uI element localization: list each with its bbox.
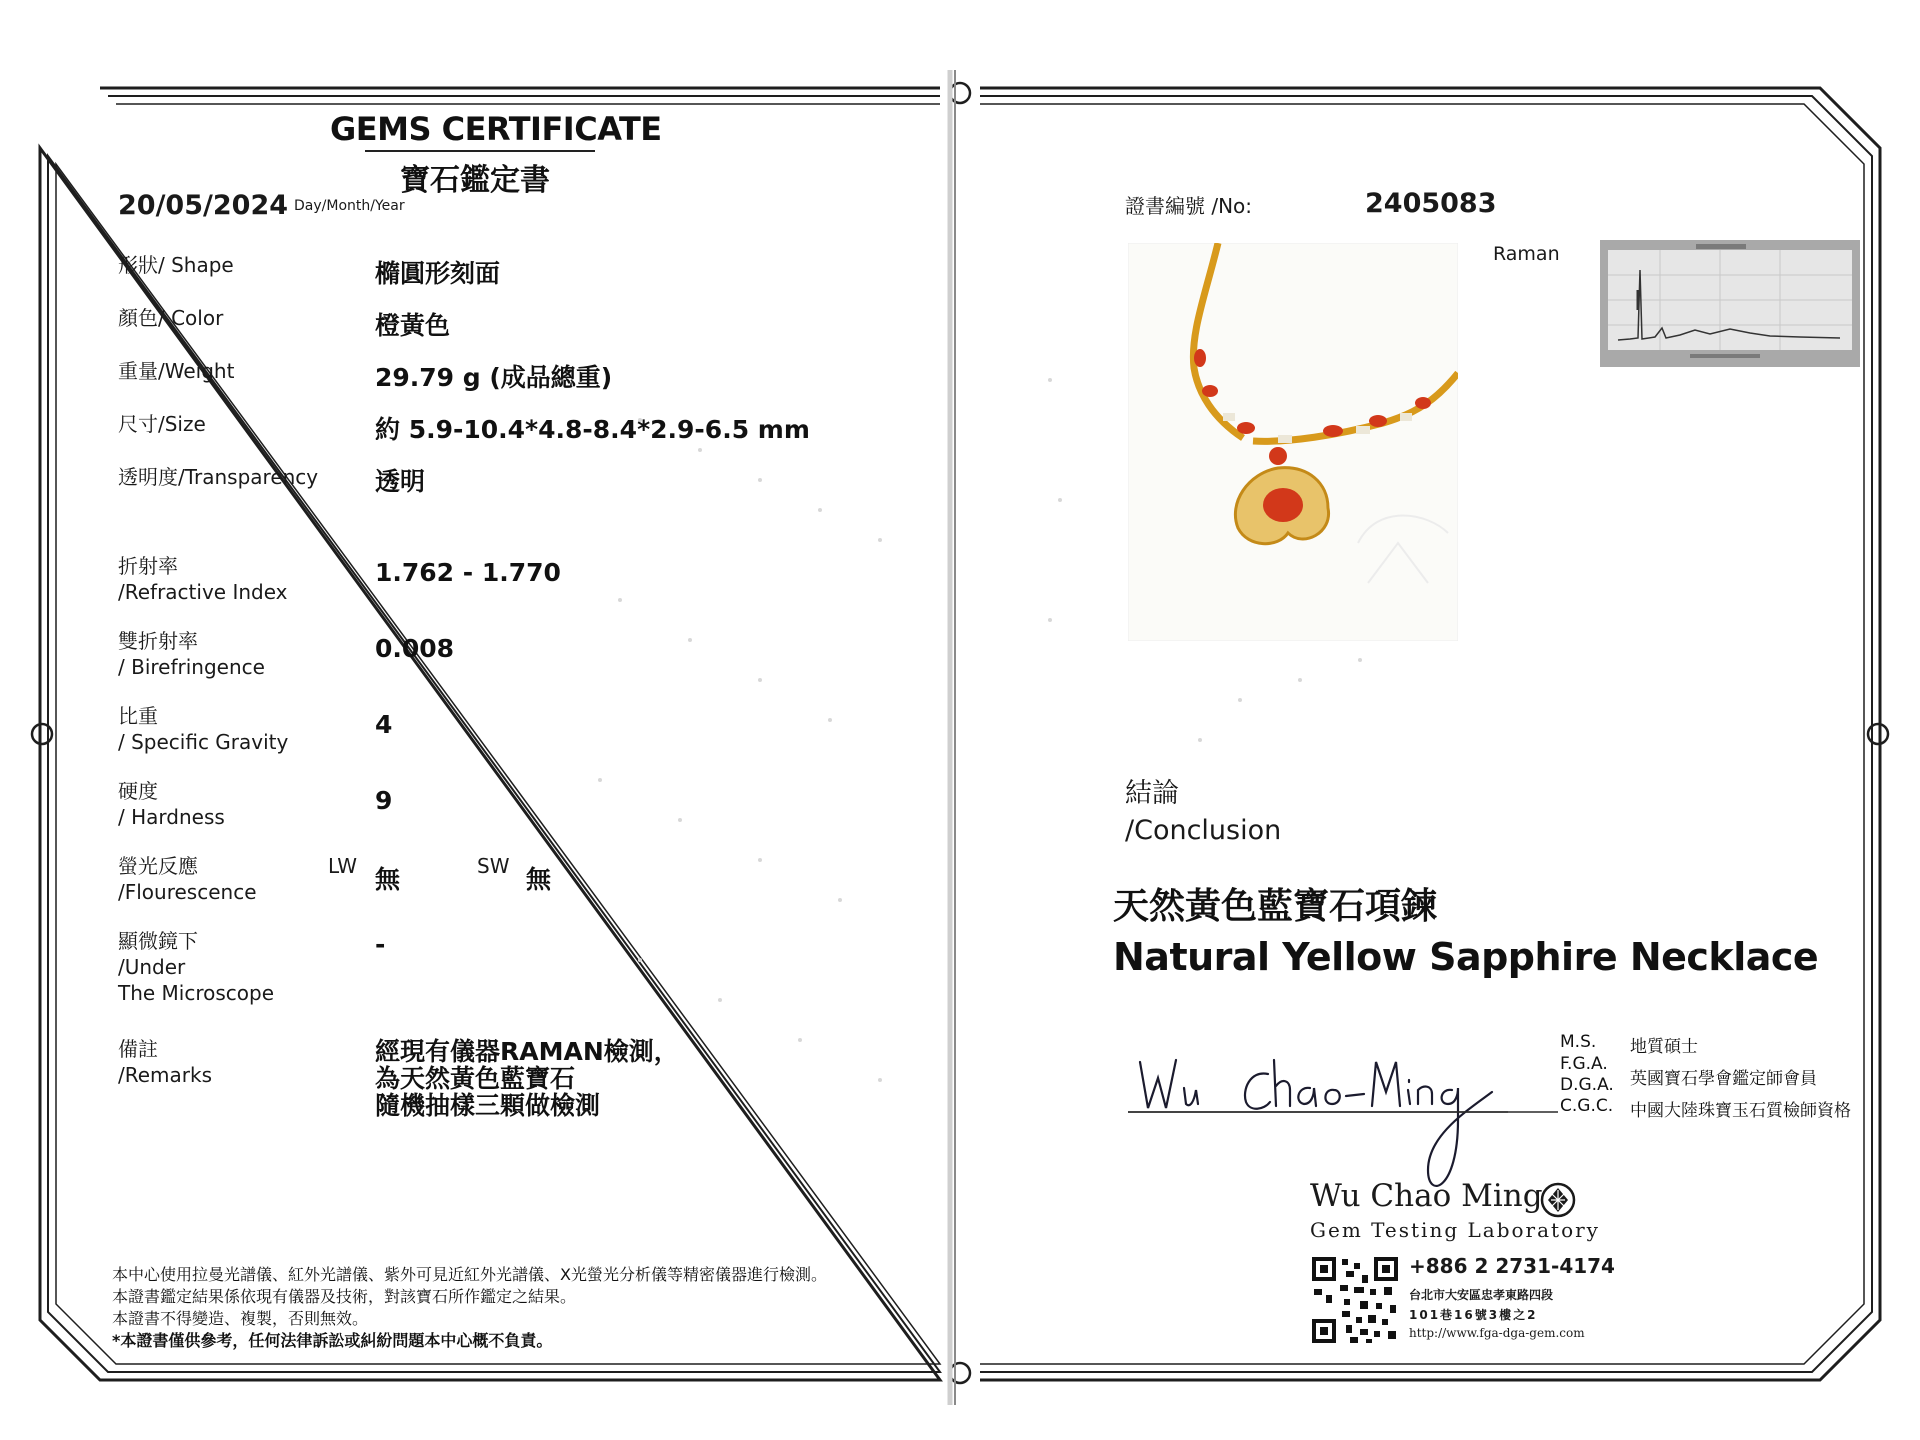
lab-address-line2: 101巷16號3樓之2: [1409, 1308, 1538, 1322]
credential-abbr: C.G.C.: [1560, 1096, 1614, 1116]
fluorescence-sw-label: SW: [477, 854, 510, 878]
conclusion-value-en: Natural Yellow Sapphire Necklace: [1113, 935, 1819, 979]
conclusion-label: 結論 /Conclusion: [1125, 778, 1282, 846]
size-value: 約 5.9-10.4*4.8-8.4*2.9-6.5 mm: [375, 415, 810, 444]
disclaimer-line: 本中心使用拉曼光譜儀、紅外光譜儀、紫外可見近紅外光譜儀、X光螢光分析儀等精密儀器進行檢測。: [112, 1265, 827, 1284]
credential-desc: 地質碩士: [1630, 1037, 1698, 1057]
credential-abbr: D.G.A.: [1560, 1075, 1614, 1095]
gem-logo-icon: [1540, 1182, 1576, 1218]
lab-name: Wu Chao Ming: [1310, 1178, 1543, 1214]
lab-subtitle: Gem Testing Laboratory: [1310, 1218, 1600, 1242]
conclusion-value-zh: 天然黃色藍寶石項鍊: [1113, 886, 1438, 927]
certificate-number-value: 2405083: [1365, 188, 1497, 219]
certificate-title-zh: 寶石鑑定書: [400, 163, 550, 198]
credential-desc: 中國大陸珠寶玉石質檢師資格: [1630, 1101, 1851, 1121]
lab-website-link[interactable]: http://www.fga-dga-gem.com: [1409, 1326, 1585, 1340]
refractive-index-label: 折射率 /Refractive Index: [118, 554, 288, 604]
shape-label: 形狀/ Shape: [118, 253, 234, 277]
fluorescence-lw-value: 無: [375, 865, 401, 894]
color-value: 橙黃色: [375, 311, 451, 340]
transparency-label: 透明度/Transparency: [118, 465, 319, 489]
microscope-value: -: [375, 930, 386, 959]
hardness-value: 9: [375, 786, 393, 815]
credential-desc: 英國寶石學會鑑定師會員: [1630, 1069, 1817, 1089]
title-divider: [365, 150, 595, 152]
remarks-label: 備註 /Remarks: [118, 1037, 213, 1087]
birefringence-label: 雙折射率 / Birefringence: [118, 629, 265, 679]
specific-gravity-label: 比重 / Specific Gravity: [118, 704, 289, 754]
remarks-value: 經現有儀器RAMAN檢測， 為天然黃色藍寶石 隨機抽樣三顆做檢測: [375, 1037, 679, 1120]
birefringence-value: 0.008: [375, 634, 455, 663]
transparency-value: 透明: [375, 467, 426, 496]
size-label: 尺寸/Size: [118, 412, 206, 436]
disclaimer-line: 本證書不得變造、複製，否則無效。: [112, 1309, 369, 1328]
color-label: 顏色/ Color: [118, 306, 224, 330]
fluorescence-sw-value: 無: [526, 865, 552, 894]
raman-spectrum-image: [1600, 240, 1860, 367]
specific-gravity-value: 4: [375, 710, 393, 739]
certificate-number-label: 證書編號 /No:: [1125, 194, 1253, 218]
disclaimer-line: 本證書鑑定結果係依現有儀器及技術，對該寶石所作鑑定之結果。: [112, 1287, 577, 1306]
credential-abbr: M.S.: [1560, 1032, 1597, 1052]
qr-code[interactable]: [1310, 1255, 1400, 1345]
credential-abbr: F.G.A.: [1560, 1054, 1608, 1074]
date-format: Day/Month/Year: [294, 198, 405, 214]
weight-value: 29.79 g (成品總重): [375, 363, 613, 392]
refractive-index-value: 1.762 - 1.770: [375, 558, 561, 587]
issue-date: 20/05/2024: [118, 190, 289, 221]
certificate-title-en: GEMS CERTIFICATE: [330, 110, 662, 148]
shape-value: 橢圓形刻面: [375, 259, 501, 288]
fluorescence-label: 螢光反應 /Flourescence: [118, 854, 257, 904]
microscope-label: 顯微鏡下 /Under The Microscope: [118, 929, 275, 1005]
hardness-label: 硬度 / Hardness: [118, 779, 225, 829]
fluorescence-lw-label: LW: [328, 854, 358, 878]
weight-label: 重量/Weight: [118, 359, 235, 383]
lab-address-line1: 台北市大安區忠孝東路四段: [1409, 1288, 1554, 1302]
necklace-photo: [1128, 243, 1458, 641]
disclaimer-line: *本證書僅供參考，任何法律訴訟或糾紛問題本中心概不負責。: [112, 1331, 553, 1350]
raman-label: Raman: [1493, 243, 1560, 265]
lab-phone: +886 2 2731-4174: [1409, 1254, 1615, 1278]
signature-line: [1128, 1111, 1558, 1113]
